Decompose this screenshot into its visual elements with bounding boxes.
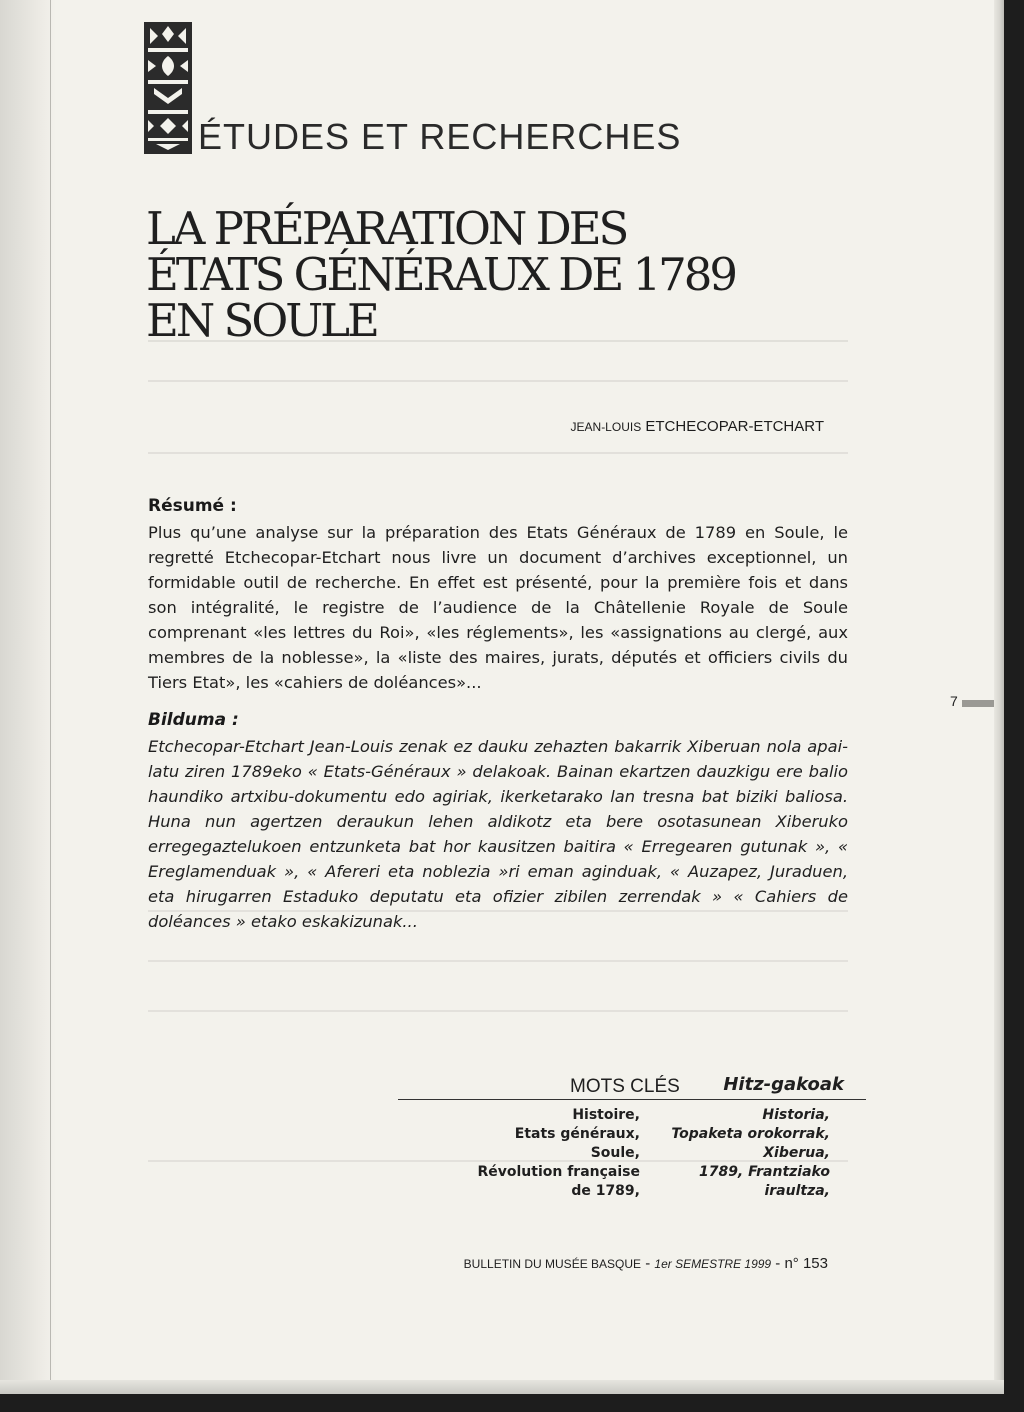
title-line-2: ÉTATS GÉNÉRAUX DE 1789 xyxy=(146,248,736,301)
keyword-eu: iraultza, xyxy=(764,1183,830,1199)
page-footer xyxy=(464,1255,828,1272)
keyword-eu: Xiberua, xyxy=(763,1145,830,1161)
bilduma-heading: Bilduma : xyxy=(148,710,239,730)
keyword-fr: de 1789, xyxy=(571,1183,640,1199)
keywords-fr-title: MOTS CLÉS xyxy=(570,1076,680,1097)
page-number: 7 xyxy=(950,693,958,709)
keywords-fr-list xyxy=(477,1106,640,1201)
footer-bulletin: BULLETIN DU MUSÉE BASQUE xyxy=(463,1257,642,1271)
keyword-eu: 1789, Frantziako xyxy=(698,1164,830,1180)
keyword-eu: Topaketa orokorrak, xyxy=(671,1126,830,1142)
footer-semester: 1er SEMESTRE 1999 xyxy=(654,1257,772,1271)
basque-ornament-icon xyxy=(144,22,192,154)
keyword-fr: Histoire, xyxy=(572,1107,640,1123)
keywords-eu-title: Hitz-gakoak xyxy=(723,1074,844,1095)
article-title xyxy=(146,202,736,347)
section-title xyxy=(198,116,681,158)
page-spine xyxy=(0,0,56,1392)
keyword-fr: Etats généraux, xyxy=(514,1126,640,1142)
author-family-name: ETCHECOPAR-ETCHART xyxy=(645,418,824,435)
author-given-name: JEAN-LOUIS xyxy=(570,420,642,434)
keyword-eu: Historia, xyxy=(762,1107,830,1123)
resume-heading: Résumé : xyxy=(148,496,237,516)
keyword-fr: Soule, xyxy=(590,1145,640,1161)
keywords-divider xyxy=(398,1099,866,1100)
footer-separator: - xyxy=(775,1255,781,1272)
title-line-1: LA PRÉPARATION DES xyxy=(146,202,627,255)
footer-issue: n° 153 xyxy=(784,1255,828,1272)
section-title-text: ÉTUDES ET RECHERCHES xyxy=(198,116,682,157)
title-line-3: EN SOULE xyxy=(146,294,377,347)
page-bottom-edge xyxy=(0,1380,1004,1394)
article-author xyxy=(571,418,824,435)
page-edge xyxy=(994,0,1004,1392)
footer-separator: - xyxy=(645,1255,651,1272)
resume-body: Plus qu’une analyse sur la préparation des Etats Généraux de 1789 en Soule, le regretté Etchecopar-Etchart nous livre un document d’archives exceptionnel, un formidable outil de recherche. En effet est présenté, pour la première fois et dans son intégralité, le registre de l’audience de la Châtellenie Royale de Soule comprenant «les lettres du Roi», «les réglements», les «assignations au clergé, aux membres de la noblesse», la «liste des maires, jurats, députés et officiers civils du Tiers Etat», les «cahiers de doléances»... xyxy=(148,523,848,692)
keyword-fr: Révolution française xyxy=(477,1164,640,1180)
spine-fold xyxy=(50,0,51,1392)
keywords-eu-list xyxy=(671,1106,830,1201)
bilduma-body: Etchecopar-Etchart Jean-Louis zenak ez dauku zehazten bakarrik Xiberuan nola apailatu ziren 1789eko « Etats-Généraux » delakoak. Bainan ekartzen dauzkigu ere balio haundiko artxibu-dokumentu edo agiriak, ikerketarako lan tresna bat biziki baliosa. Huna nun agertzen deraukun lehen aldikotz eta bere osotasunean Xiberuko erregegaztelukoen entzunketa bat hor kausitzen baitira « Erregearen gutunak », « Ereglamenduak », « Afereri eta noblezia »ri eman aginduak, « Auzapez, Juraduen, eta hirugarren Estaduko deputatu eta ofizier zibilen zerrendak » « Cahiers de doléances » etako eskakizunak... xyxy=(148,737,848,931)
